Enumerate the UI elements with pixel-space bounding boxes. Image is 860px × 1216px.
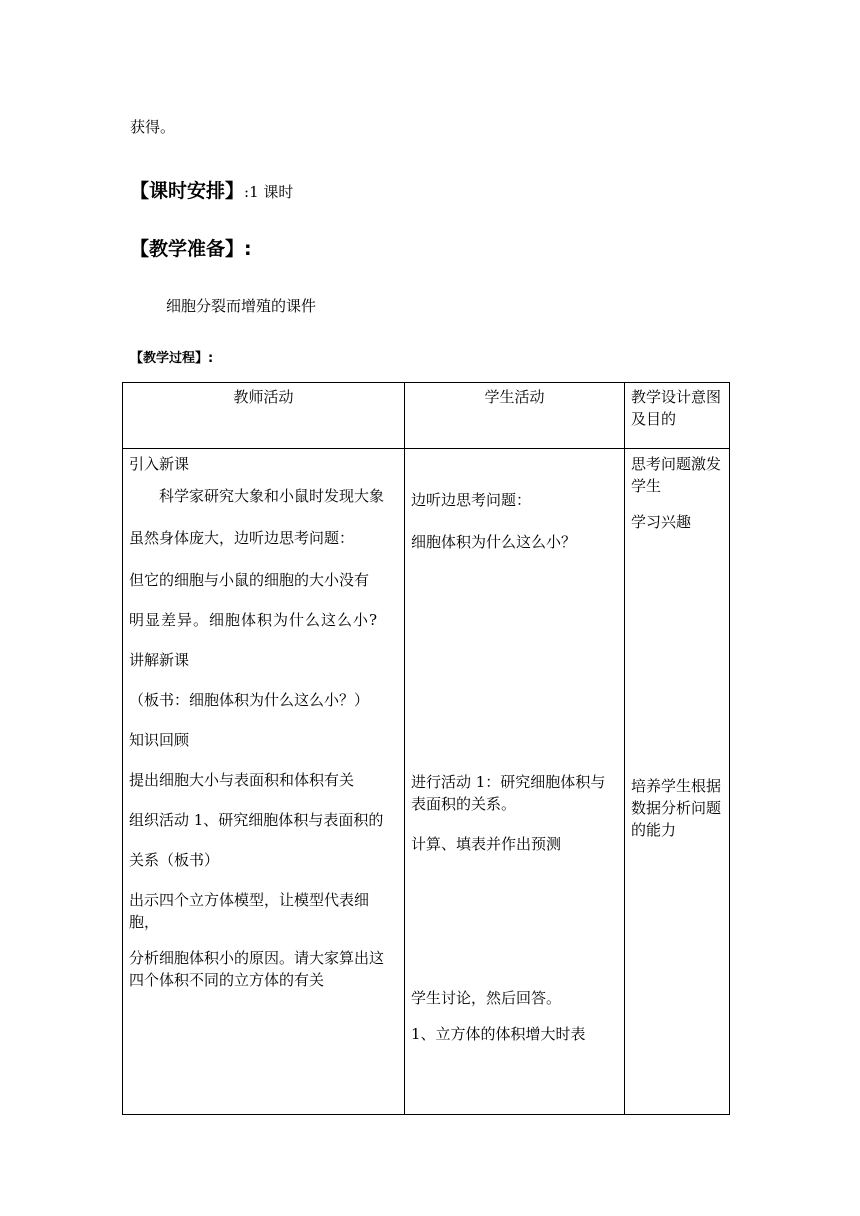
teacher-line: 虽然身体庞大，边听边思考问题： [129, 529, 355, 547]
student-line: 1、立方体的体积增大时表 [411, 1025, 586, 1043]
purpose-cell [625, 449, 730, 1115]
schedule-heading [130, 176, 293, 203]
teacher-line: 但它的细胞与小鼠的细胞的大小没有 [129, 571, 370, 589]
intro-tail-text: 获得。 [130, 118, 176, 136]
teacher-line: 关系（板书） [129, 851, 220, 869]
student-activity-cell [405, 449, 625, 1115]
purpose-line: 学习兴趣 [631, 513, 692, 531]
prep-content: 细胞分裂而增殖的课件 [166, 297, 317, 315]
student-line: 边听边思考问题： [411, 491, 532, 509]
header-purpose: 教学设计意图及目的 [625, 383, 730, 449]
teacher-line: 明显差异。细胞体积为什么这么小? [129, 611, 379, 629]
student-line: 学生讨论，然后回答。 [411, 989, 562, 1007]
teacher-line: 组织活动 1、研究细胞体积与表面积的 [129, 811, 384, 829]
student-line: 进行活动 1：研究细胞体积与表面积的关系。 [411, 773, 606, 813]
table-body-row [123, 449, 730, 1115]
teacher-line: 科学家研究大象和小鼠时发现大象 [159, 487, 385, 505]
teacher-line: 分析细胞体积小的原因。请大家算出这四个体积不同的立方体的有关 [129, 949, 385, 989]
teacher-line: 讲解新课 [129, 651, 190, 669]
student-line: 细胞体积为什么这么小？ [411, 533, 577, 551]
header-teacher: 教师活动 [123, 383, 405, 449]
teacher-line: （板书：细胞体积为什么这么小？） [129, 691, 370, 709]
purpose-line: 思考问题激发学生 [631, 455, 722, 495]
prep-heading: 【教学准备】: [130, 238, 252, 260]
teacher-line: 引入新课 [129, 455, 190, 473]
schedule-value: 1 课时 [249, 183, 294, 201]
table-header-row [123, 383, 730, 449]
teacher-activity-cell [123, 449, 405, 1115]
student-line: 计算、填表并作出预测 [411, 835, 562, 853]
purpose-line: 培养学生根据数据分析问题的能力 [631, 777, 722, 839]
schedule-label: 【课时安排】 [130, 180, 245, 202]
teacher-line: 出示四个立方体模型，让模型代表细胞， [129, 891, 370, 931]
teacher-line: 知识回顾 [129, 731, 190, 749]
schedule-colon: : [244, 183, 250, 201]
teacher-line: 提出细胞大小与表面积和体积有关 [129, 771, 355, 789]
teaching-process-table [122, 382, 730, 1115]
header-student: 学生活动 [405, 383, 625, 449]
process-heading: 【教学过程】: [130, 351, 214, 366]
